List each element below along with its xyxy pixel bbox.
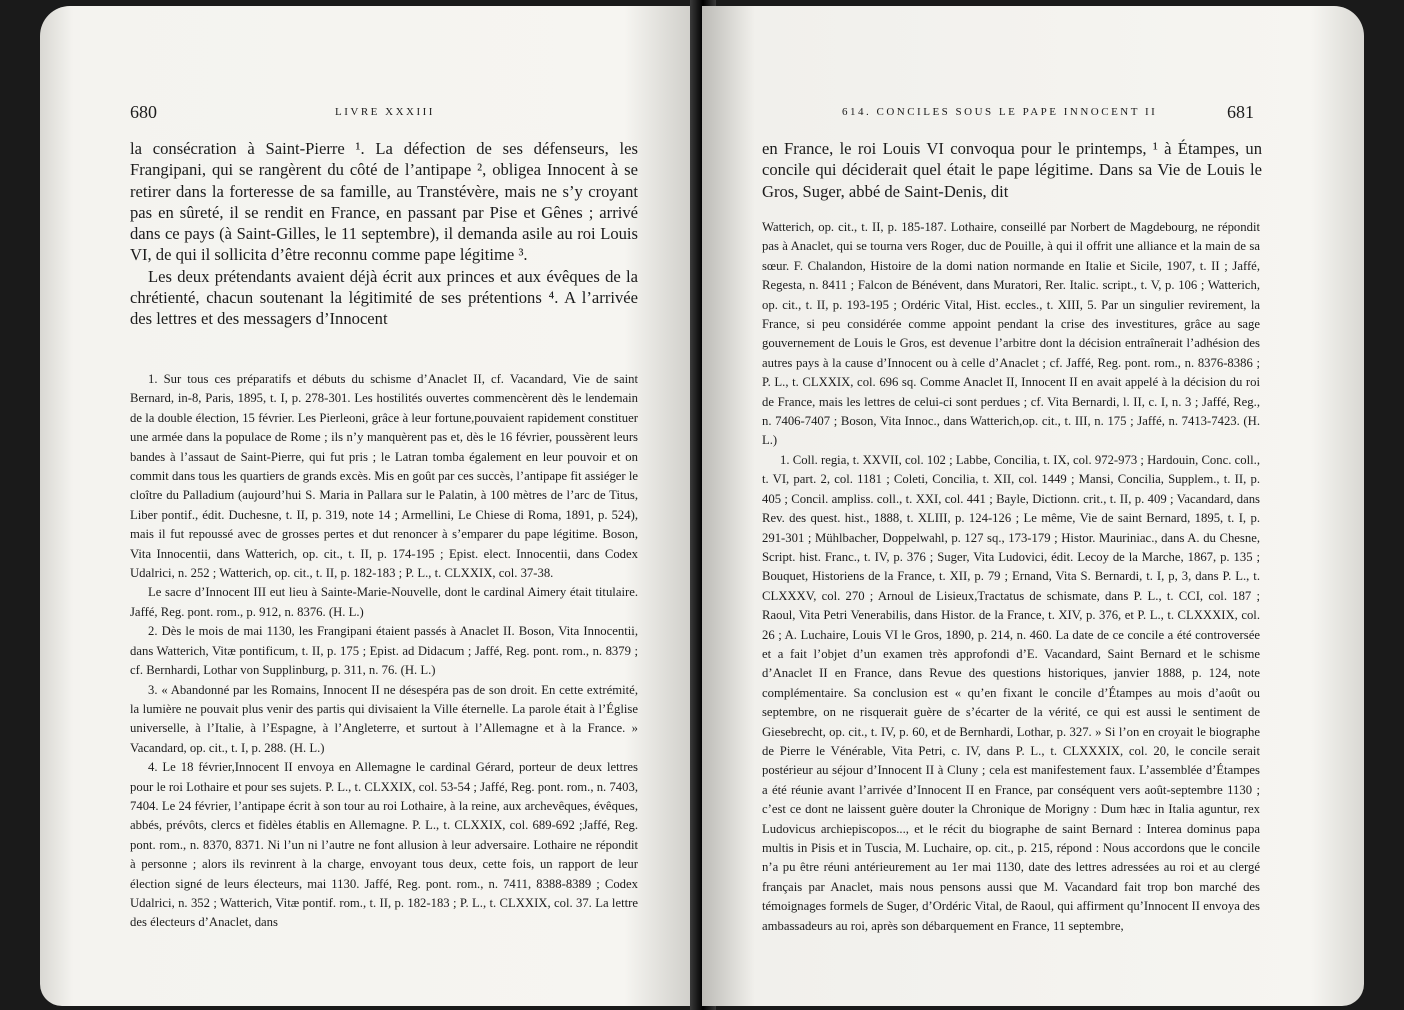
footnote: 4. Le 18 février,Innocent II envoya en Allemagne le cardinal Gérard, porteur de deux lettres pour le roi Lothaire et pour ses sujets. P. L., t. CLXXIX, col. 53-54 ; Jaffé, Reg. pont. rom., n. 7403, 7404. Le 24 février, l’antipape écrit à son tour au roi Lothaire, à la reine, aux archevêques, évêques, abbés, prévôts, clercs et fidèles établis en Allemagne. P. L., t. CLXXIX, col. 689-692 ;Jaffé, Reg. pont. rom., n. 8370, 8371. Ni l’un ni l’autre ne font allusion à leur adversaire. Lothaire ne répondit à personne ; alors ils revinrent à la charge, envoyant tous deux, cette fois, un rapport de leur élection signé de leurs électeurs, mai 1130. Jaffé, Reg. pont. rom., n. 7411, 8388-8389 ; Codex Udalrici, n. 352 ; Watterich, Vitæ pontif. rom., t. II, p. 182-183 ; P. L., t. CLXXIX, col. 37. La lettre des électeurs d’Anaclet, dans <box>130 760 638 930</box>
footnote: 2. Dès le mois de mai 1130, les Frangipani étaient passés à Anaclet II. Boson, Vita Innocentii, dans Watterich, Vitæ pontificum, t. II, p. 175 ; Epist. ad Didacum ; Jaffé, Reg. pont. rom., n. 8379 ; cf. Bernhardi, Lothar von Supplinburg, p. 311, n. 76. (H. L.) <box>130 624 638 678</box>
paragraph: la consécration à Saint-Pierre ¹. La défection de ses défenseurs, les Frangipani, qui se rangèrent du côté de l’antipape ², obligea Innocent à se retirer dans la forteresse de sa famille, au Transtévère, mais ne s’y croyant pas en sûreté, il se rendit en France, en passant par Pise et Gênes ; arrivé dans ce pays (à Saint-Gilles, le 11 septembre), il demanda asile au roi Louis VI, de qui il sollicita d’être reconnu comme pape légitime ³. <box>130 139 638 265</box>
paragraph: en France, le roi Louis VI convoqua pour le printemps, ¹ à Étampes, un concile qui déciderait quel était le pape légitime. Dans sa Vie de Louis le Gros, Suger, abbé de Saint-Denis, dit <box>762 139 1262 201</box>
footnotes <box>762 218 1260 936</box>
footnote: 1. Sur tous ces préparatifs et débuts du schisme d’Anaclet II, cf. Vacandard, Vie de saint Bernard, in-8, Paris, 1895, t. I, p. 278-301. Les hostilités ouvertes commencèrent dès le lendemain de la double élection, 15 février. Les Pierleoni, grâce à leur fortune,pouvaient rapidement constituer une armée dans la populace de Rome ; ils n’y manquèrent pas et, dès le 16 février, poussèrent leurs bandes à l’assaut de Saint-Pierre, qui fut pris ; le Latran tomba également en leur pouvoir et on commit dans tous les quartiers de grands excès. Mis en goût par ces succès, l’antipape fit assiéger le cloître du Palladium (aujourd’hui S. Maria in Pallara sur le Palatin, à 100 mètres de l’arc de Titus, Liber pontif., édit. Duchesne, t. II, p. 319, note 14 ; Armellini, Le Chiese di Roma, 1891, p. 524), mais il fut repoussé avec de grosses pertes et dut renoncer à s’emparer du pape légitime. Boson, Vita Innocentii, dans Watterich, op. cit., t. II, p. 174-195 ; Epist. elect. Innocentii, dans Codex Udalrici, n. 252 ; Watterich, op. cit., t. II, p. 182-183 ; P. L., t. CLXXIX, col. 37-38. <box>130 372 638 581</box>
paragraph: Les deux prétendants avaient déjà écrit aux princes et aux évêques de la chrétienté, chacun soutenant la légitimité de ses prétentions ⁴. A l’arrivée des lettres et des messagers d’Innocent <box>130 266 638 329</box>
footnotes <box>130 370 638 933</box>
main-text <box>762 138 1262 202</box>
footnote: 3. « Abandonné par les Romains, Innocent II ne désespéra pas de son droit. En cette extrémité, la lumière ne pouvait plus venir des partis qui divisaient la Ville éternelle. La parole était à l’Église universelle, à l’Italie, à l’Espagne, à l’Angleterre, et surtout à l’Allemagne et à la France. » Vacandard, op. cit., t. I, p. 288. (H. L.) <box>130 682 638 755</box>
running-head: 614. CONCILES SOUS LE PAPE INNOCENT II <box>842 106 1158 118</box>
right-page <box>702 6 1364 1006</box>
main-text <box>130 138 638 330</box>
footnote: Le sacre d’Innocent III eut lieu à Sainte-Marie-Nouvelle, dont le cardinal Aimery était titulaire. Jaffé, Reg. pont. rom., p. 912, n. 8376. (H. L.) <box>130 585 638 619</box>
running-head: LIVRE XXXIII <box>335 106 435 118</box>
left-page <box>40 6 704 1006</box>
page-number: 680 <box>130 102 157 122</box>
footnote: Watterich, op. cit., t. II, p. 185-187. Lothaire, conseillé par Norbert de Magdebourg, ne répondit pas à Anaclet, qui se tourna vers Roger, duc de Pouille, à qui il offrit une alliance et la main de sa sœur. F. Chalandon, Histoire de la domi nation normande en Italie et Sicile, 1907, t. II ; Jaffé, Regesta, n. 8411 ; Falcon de Bénévent, dans Muratori, Rer. Italic. script., t. V, p. 106 ; Watterich, op. cit., t. II, p. 193-195 ; Ordéric Vital, Hist. eccles., t. XIII, 5. Par un singulier revirement, la France, si peu considérée comme appoint pendant la crise des investitures, grâce au sage gouvernement de Louis le Gros, est devenue l’arbitre dont la décision entraînerait l’adhésion des autres pays à la cause d’Innocent ou à celle d’Anaclet ; cf. Jaffé, Reg. pont. rom., n. 8376-8386 ; P. L., t. CLXXIX, col. 696 sq. Comme Anaclet II, Innocent II en avait appelé à la décision du roi de France, mais les lettres de celui-ci sont perdues ; cf. Vita Bernardi, l. II, c. I, n. 3 ; Jaffé, Reg., n. 7406-7407 ; Boson, Vita Innoc., dans Watterich,op. cit., t. III, n. 175 ; Jaffé, n. 7413-7423. (H. L.) <box>762 220 1260 448</box>
footnote: 1. Coll. regia, t. XXVII, col. 102 ; Labbe, Concilia, t. IX, col. 972-973 ; Hardouin, Conc. coll., t. VI, part. 2, col. 1181 ; Coleti, Concilia, t. XII, col. 1449 ; Mansi, Concilia, Supplem., t. II, p. 405 ; Concil. ampliss. coll., t. XXI, col. 441 ; Bayle, Dictionn. crit., t. II, p. 409 ; Vacandard, dans Rev. des quest. hist., 1888, t. XLIII, p. 124-126 ; Le même, Vie de saint Bernard, 1895, t. I, p. 291-301 ; Mühlbacher, Doppelwahl, p. 127 sq., 173-179 ; Histor. Mauriniac., dans A. du Chesne, Script. hist. Franc., t. IV, p. 376 ; Suger, Vita Ludovici, édit. Lecoy de la Marche, 1867, p. 135 ; Bouquet, Historiens de la France, t. XII, p. 79 ; Ernand, Vita S. Bernardi, t. I, p, 3, dans P. L., t. CLXXXV, col. 270 ; Arnoul de Lisieux,Tractatus de schismate, dans P. L., t. CCI, col. 187 ; Raoul, Vita Petri Venerabilis, dans Histor. de la France, t. XIV, p. 376, et P. L., t. CLXXXIX, col. 26 ; A. Luchaire, Louis VI le Gros, 1890, p. 214, n. 460. La date de ce concile a été controversée et a fait l’objet d’un examen très approfondi d’E. Vacandard, Saint Bernard et le schisme d’Anaclet II en France, dans Revue des questions historiques, janvier 1888, p. 124, note complémentaire. Sa conclusion est « qu’en fixant le concile d’Étampes au mois d’août ou septembre, on ne risquerait guère de s’écarter de la vérité, ce qui est aussi le sentiment de Giesebrecht, op. cit., t. IV, p. 60, et de Bernhardi, Lothar, p. 327. » Si l’on en croyait le biographe de Pierre le Vénérable, Vita Petri, c. IV, dans P. L., t. CLXXXIX, col. 20, le concile serait postérieur au séjour d’Innocent II à Cluny ; cela est manifestement faux. L’assemblée d’Étampes a été réunie avant l’arrivée d’Innocent II en France, par conséquent vers août-septembre 1130 ; c’est ce dont ne laissent guère douter la Chronique de Morigny : Dum hæc in Italia aguntur, rex Ludovicus archiepiscopos..., et le récit du biographe de saint Bernard : Interea dominus papa multis in Pisis et in Tuscia, M. Luchaire, op. cit., p. 215, répond : Nous accordons que le concile n’a pu être réuni antérieurement au 1er mai 1130, date des lettres adressées au roi et au clergé français par Anaclet, mais nous pensons aussi que M. Vacandard fait trop bon marché des témoignages formels de Suger, d’Ordéric Vital, de Raoul, qui affirment qu’Innocent II envoya des ambassadeurs au roi, après son débarquement en France, 11 septembre, <box>762 452 1260 933</box>
page-number: 681 <box>1227 102 1254 122</box>
